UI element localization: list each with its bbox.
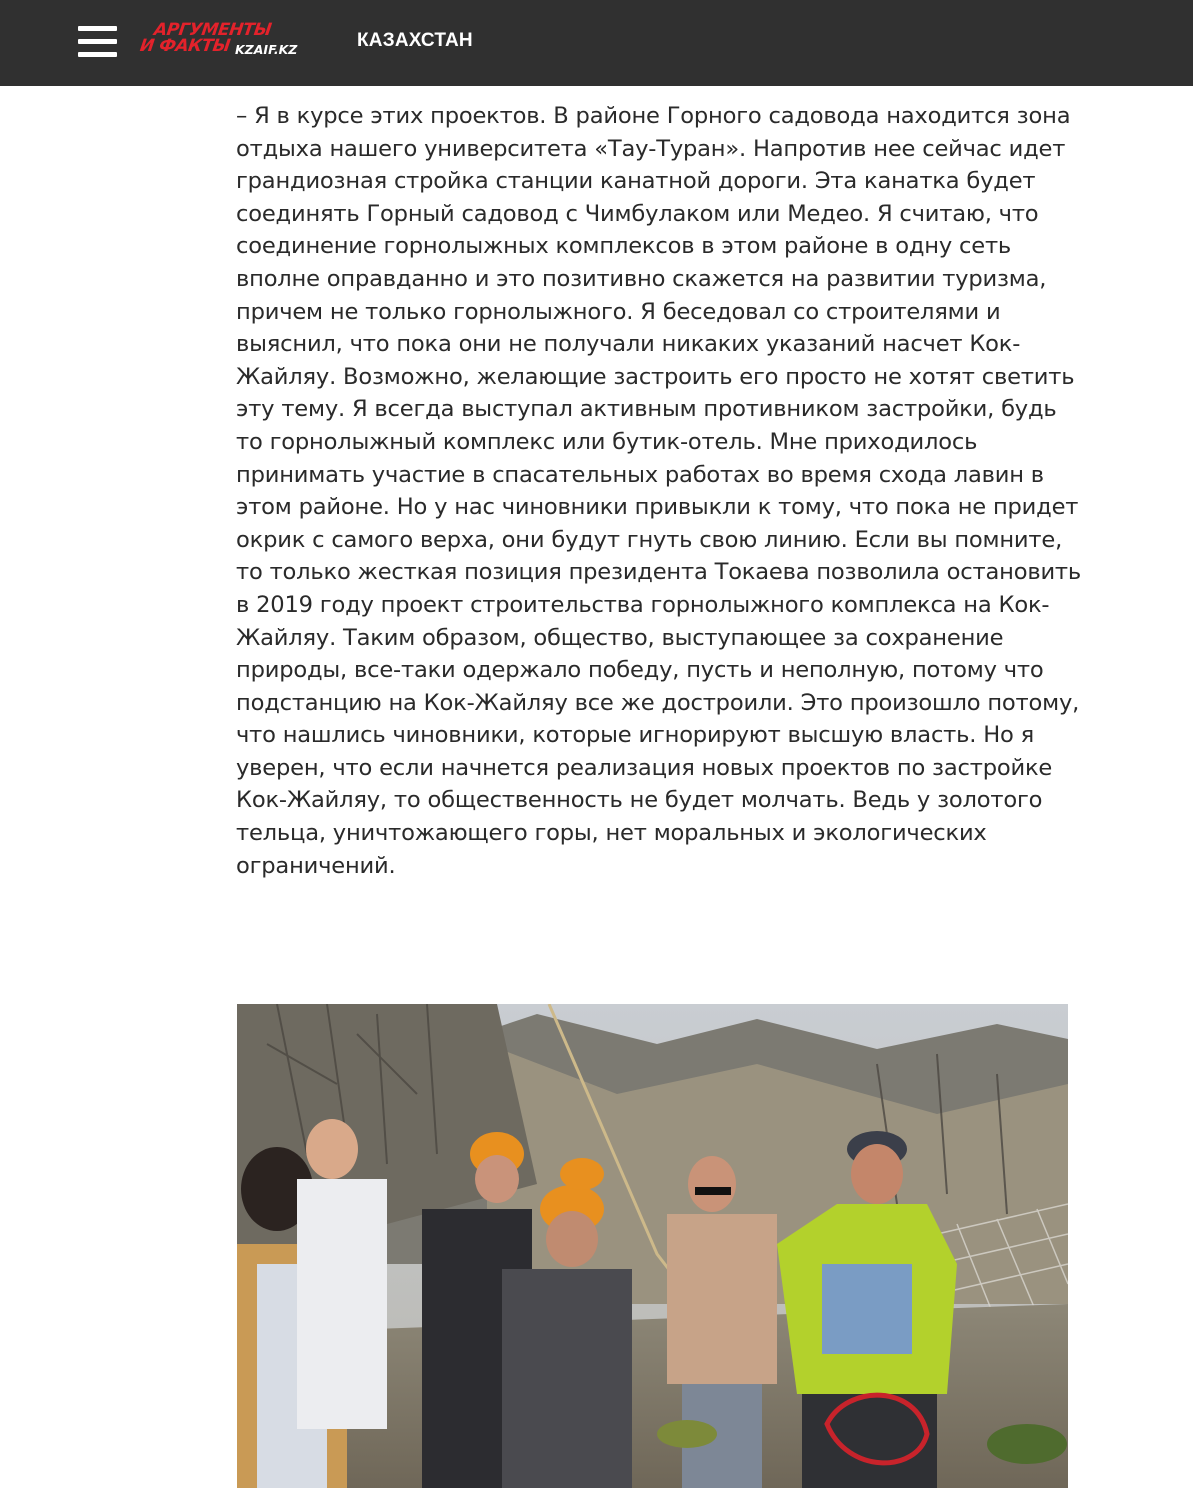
photo-illustration [237,1004,1068,1488]
menu-bar [78,52,117,57]
logo-text-line2: И ФАКТЫ [138,36,232,56]
logo-domain: KZAIF.KZ [235,42,298,57]
region-link[interactable]: КАЗАХСТАН [357,30,473,51]
site-header [0,0,1193,86]
hamburger-menu-icon[interactable] [78,26,118,60]
article-photo [237,1004,1068,1488]
logo-text-line1: АРГУМЕНТЫ [152,20,273,40]
menu-bar [78,26,117,31]
article-paragraph: – Я в курсе этих проектов. В районе Горного садовода находится зона отдыха нашего университета «Тау-Туран». Напротив нее сейчас идет грандиозная стройка станции канатной дороги. Эта канатка будет соединять Горный садовод с Чимбулаком или Медео. Я считаю, что соединение горнолыжных комплексов в этом районе в одну сеть вполне оправданно и это позитивно скажется на развитии туризма, причем не только горнолыжного. Я беседовал со строителями и выяснил, что пока они не получали никаких указаний насчет Кок-Жайляу. Возможно, желающие застроить его просто не хотят светить эту тему. Я всегда выступал активным противником застройки, будь то горнолыжный комплекс или бутик-отель. Мне приходилось принимать участие в спасательных работах во время схода лавин в этом районе. Но у нас чиновники привыкли к тому, что пока не придет окрик с самого верха, они будут гнуть свою линию. Если вы помните, то только жесткая позиция президента Токаева позволила остановить в 2019 году проект строительства горнолыжного комплекса на Кок-Жайляу. Таким образом, общество, выступающее за сохранение природы, все-таки одержало победу, пусть и неполную, потому что подстанцию на Кок-Жайляу все же достроили. Это произошло потому, что нашлись чиновники, которые игнорируют высшую власть. Но я уверен, что если начнется реализация новых проектов по застройке Кок-Жайляу, то общественность не будет молчать. Ведь у золотого тельца, уничтожающего горы, нет моральных и экологических ограничений. [236,103,1082,879]
site-logo[interactable] [140,20,310,62]
menu-bar [78,39,117,44]
